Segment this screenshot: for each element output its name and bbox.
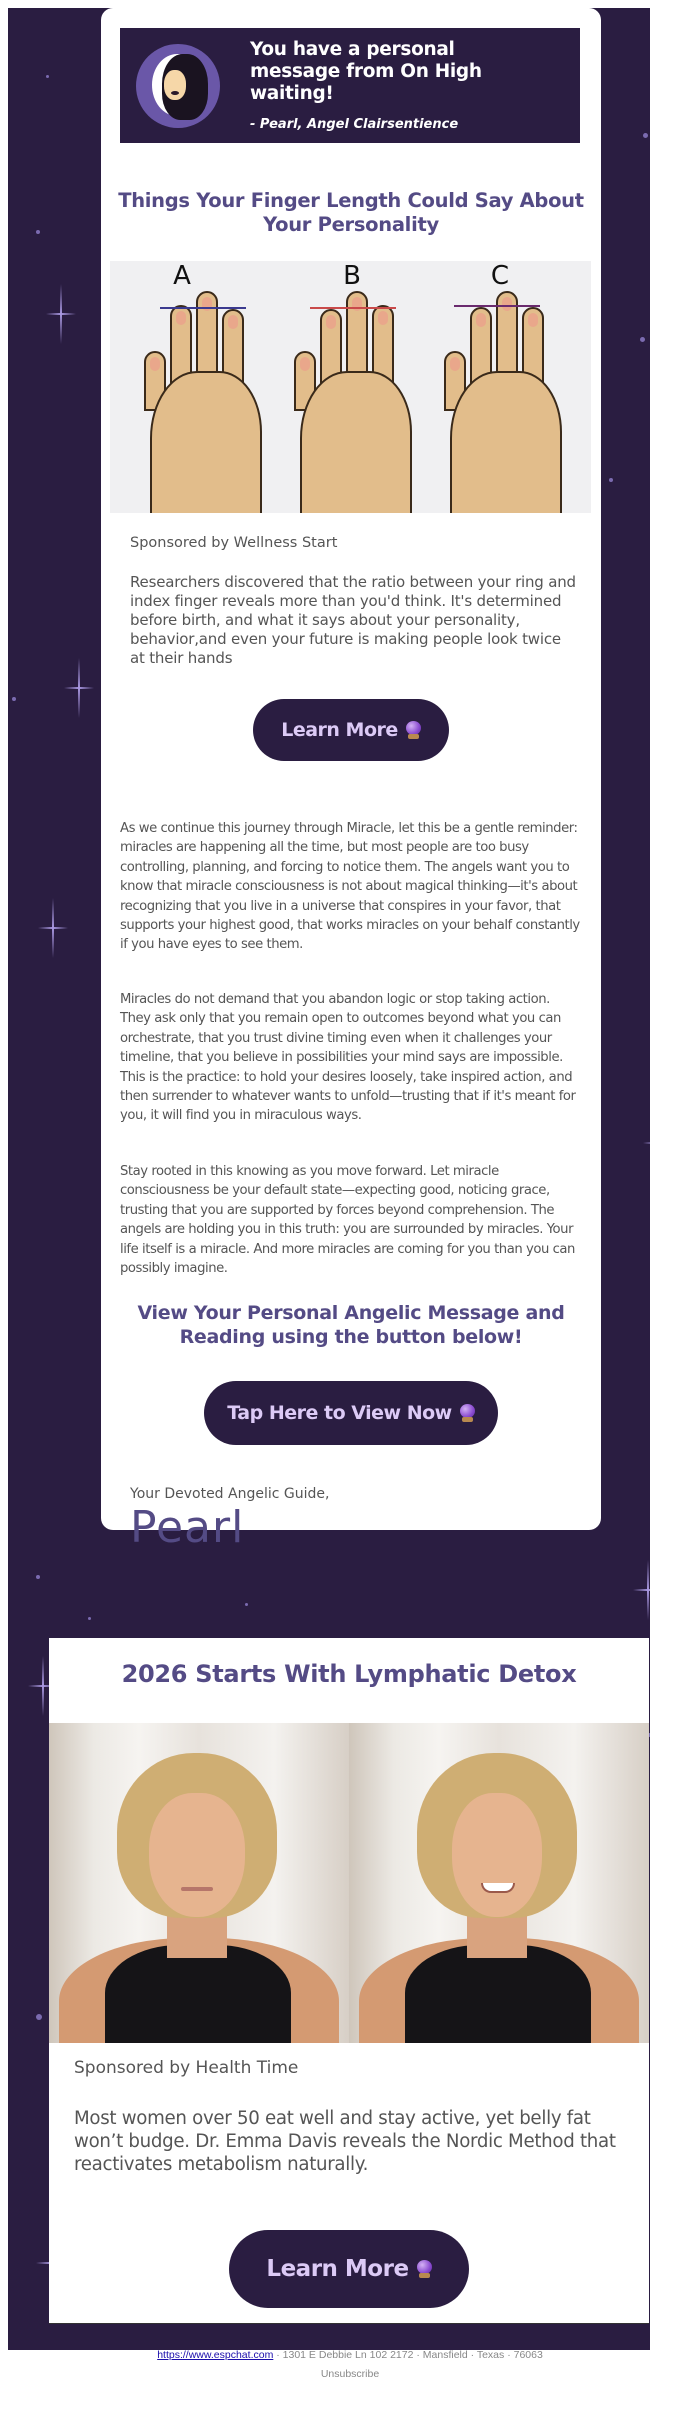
hand-label: C — [490, 261, 510, 291]
learn-more-button[interactable] — [253, 699, 449, 761]
hand-label: B — [343, 261, 361, 291]
star-dot — [643, 133, 648, 138]
hand-illustration-a — [140, 261, 270, 513]
star-dot — [36, 2014, 42, 2020]
after-photo — [349, 1723, 649, 2043]
header-text — [250, 39, 550, 132]
sponsor-label: Sponsored by Health Time — [74, 2058, 299, 2078]
star-dot — [36, 1575, 40, 1579]
lips-shape — [171, 91, 179, 95]
sparkle-icon — [643, 1113, 650, 1173]
palm — [150, 371, 262, 513]
message-paragraph: Miracles do not demand that you abandon logic or stop taking action. They ask only that you remain open to outcomes beyond what you can orchestrate, that you trust divine timing even when it challenges your timeline, that you believe in possibilities your mind says are impossible. This is the practice: to hold your desires loosely, take inspired action, and then surrender to whatever wants to unfold—trusting that if it's meant for you, it will find you in miraculous ways. — [120, 992, 576, 1124]
avatar — [136, 44, 220, 128]
button-label: Learn More — [281, 719, 398, 741]
button-label: Tap Here to View Now — [227, 1402, 452, 1424]
header-title: You have a personal message from On High waiting! — [250, 39, 482, 104]
footer — [0, 2346, 700, 2384]
hand-illustration-b — [290, 261, 420, 513]
crystal-ball-icon — [460, 1404, 475, 1422]
divider — [49, 2323, 649, 2324]
measure-line — [454, 305, 540, 307]
star-dot — [88, 1617, 91, 1620]
article2-heading[interactable]: 2026 Starts With Lymphatic Detox — [121, 1660, 577, 1688]
ad-card — [49, 1638, 649, 2323]
cta-heading: View Your Personal Angelic Message and Reading using the button below! — [137, 1302, 565, 1348]
article2-body: Most women over 50 eat well and stay active, yet belly fat won’t budge. Dr. Emma Davis reveals the Nordic Method that reactivates metabolism naturally. — [74, 2108, 616, 2175]
sparkle-icon — [633, 1560, 650, 1620]
before-after-image[interactable] — [49, 1723, 649, 2043]
before-photo — [49, 1723, 349, 2043]
address: · 1301 E Debbie Ln 102 2172 · Mansfield · Texas · 76063 — [273, 2349, 543, 2361]
finger-length-image[interactable] — [110, 261, 591, 513]
palm — [300, 371, 412, 513]
article1-body: Researchers discovered that the ratio between your ring and index finger reveals more than you'd think. It's determined before birth, and what it says about your personality, behavior,and even your future is making people look twice at their hands — [130, 573, 576, 667]
face-shape — [164, 70, 186, 100]
header-subtitle: - Pearl, Angel Clairsentience — [250, 117, 459, 132]
hand-illustration-c — [440, 261, 570, 513]
button-label: Learn More — [266, 2256, 409, 2282]
crystal-ball-icon — [406, 721, 421, 739]
sparkle-icon — [38, 898, 68, 958]
measure-line — [160, 307, 246, 309]
star-dot — [609, 478, 613, 482]
message-paragraph: As we continue this journey through Miracle, let this be a gentle reminder: miracles are happening all the time, but most people are too busy controlling, planning, and forcing to notice them. The angels want you to know that miracle consciousness is not about magical thinking—it's about recognizing that you live in a universe that conspires in your favor, that supports your highest good, that works miracles on your behalf constantly if you have eyes to see them. — [120, 821, 580, 953]
hand-label: A — [173, 261, 191, 291]
message-card — [101, 8, 601, 1553]
unsubscribe-link[interactable]: Unsubscribe — [320, 2368, 380, 2380]
signature: Pearl — [130, 1502, 245, 1553]
footer-address-line — [0, 2346, 700, 2365]
sponsor-label: Sponsored by Wellness Start — [130, 535, 338, 551]
palm — [450, 371, 562, 513]
star-dot — [36, 230, 40, 234]
message-paragraph: Stay rooted in this knowing as you move forward. Let miracle consciousness be your default state—expecting good, noticing grace, trusting that you are supported by forces beyond comprehension. The angels are holding you in this truth: you are surrounded by miracles. Your life itself is a miracle. And more miracles are coming for you than you can possibly imagine. — [120, 1164, 575, 1277]
star-dot — [640, 337, 645, 342]
star-dot — [46, 75, 49, 78]
signoff: Your Devoted Angelic Guide, — [130, 1486, 330, 1502]
sparkle-icon — [46, 284, 76, 344]
website-link[interactable]: https://www.espchat.com — [157, 2349, 274, 2361]
star-dot — [245, 1603, 248, 1606]
star-dot — [12, 697, 16, 701]
measure-line — [310, 307, 396, 309]
view-now-button[interactable] — [204, 1381, 498, 1445]
crystal-ball-icon — [417, 2260, 432, 2278]
header-banner — [120, 28, 580, 143]
article1-heading[interactable]: Things Your Finger Length Could Say About Your Personality — [118, 189, 584, 236]
sparkle-icon — [64, 658, 94, 718]
learn-more-button[interactable] — [229, 2230, 469, 2308]
